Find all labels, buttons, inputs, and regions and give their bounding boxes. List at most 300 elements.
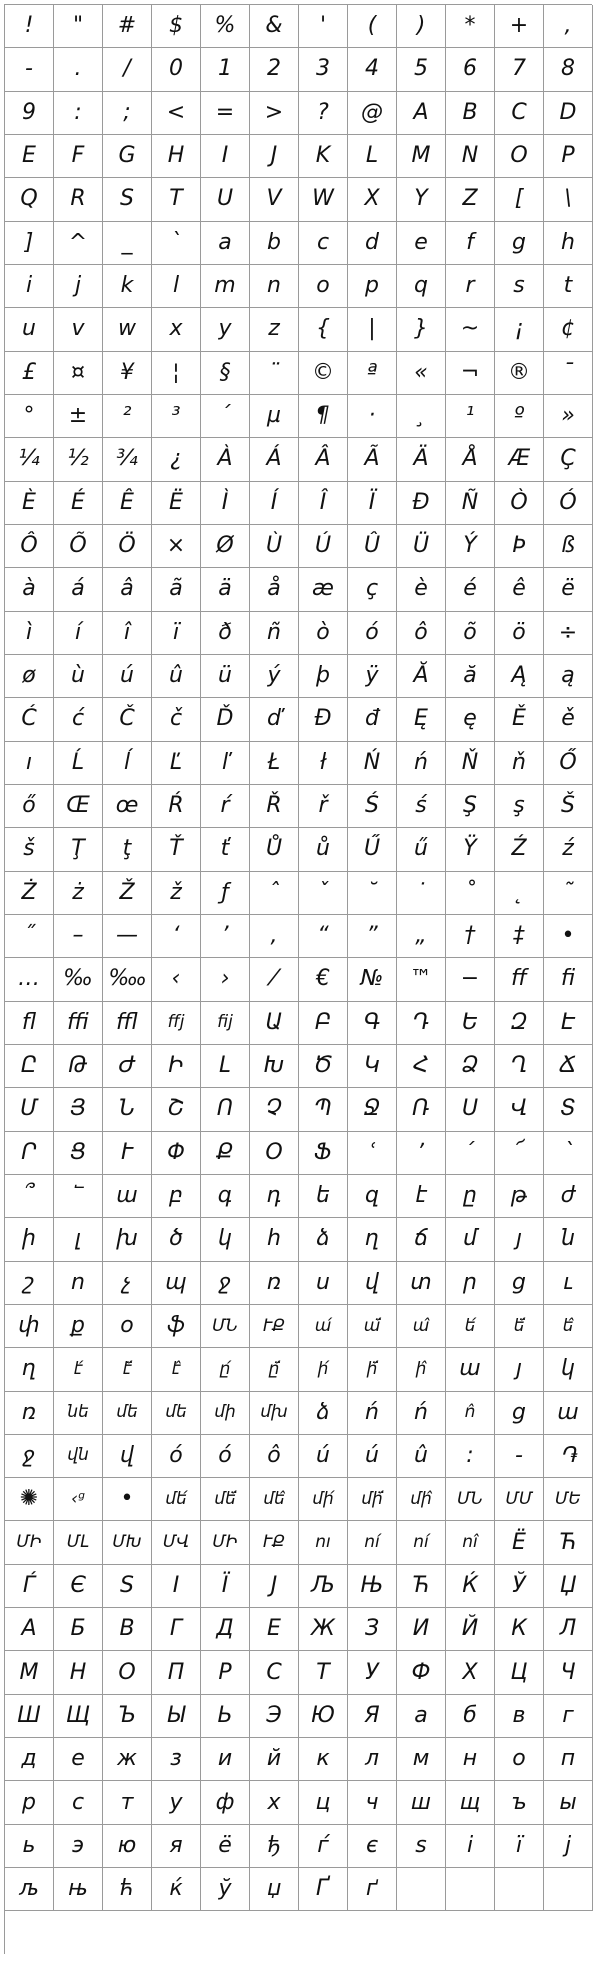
glyph-cell <box>446 1868 495 1911</box>
glyph-cell: ţ <box>103 828 152 871</box>
glyph-cell: ` <box>152 222 201 265</box>
glyph-cell: ՛ <box>446 1132 495 1175</box>
glyph-cell: à <box>5 568 54 611</box>
glyph-cell: տ <box>397 1262 446 1305</box>
glyph-cell: г <box>544 1695 593 1738</box>
glyph-cell: Æ <box>495 438 544 481</box>
glyph-cell: ) <box>397 5 446 48</box>
glyph-cell: Å <box>446 438 495 481</box>
glyph-cell: в <box>495 1695 544 1738</box>
glyph-cell: ի́ <box>299 1348 348 1391</box>
glyph-cell: ղ <box>348 1218 397 1261</box>
glyph-cell: Ќ <box>446 1565 495 1608</box>
glyph-cell: Ť <box>152 828 201 871</box>
glyph-cell: ч <box>348 1781 397 1824</box>
glyph-cell: Д <box>201 1608 250 1651</box>
glyph-cell: Ę <box>397 698 446 741</box>
glyph-cell: B <box>446 92 495 135</box>
glyph-cell: Á <box>250 438 299 481</box>
glyph-cell: r <box>446 265 495 308</box>
glyph-cell: Л <box>544 1608 593 1651</box>
glyph-cell: Ý <box>446 525 495 568</box>
glyph-cell: ՄԵ <box>544 1478 593 1521</box>
glyph-cell: ¿ <box>152 438 201 481</box>
glyph-cell: ‘ <box>152 915 201 958</box>
glyph-cell: ՄՎ <box>152 1521 201 1564</box>
glyph-cell: ní <box>397 1521 446 1564</box>
glyph-cell: 0 <box>152 48 201 91</box>
glyph-cell: á <box>54 568 103 611</box>
glyph-cell: ³ <box>152 395 201 438</box>
glyph-cell: Ў <box>495 1565 544 1608</box>
glyph-cell: 4 <box>348 48 397 91</box>
glyph-cell: Ի <box>152 1045 201 1088</box>
glyph-cell: Ծ <box>299 1045 348 1088</box>
glyph-cell: ՚ <box>397 1132 446 1175</box>
glyph-cell: ° <box>5 395 54 438</box>
glyph-cell: Ւ <box>103 1132 152 1175</box>
glyph-cell: S <box>103 178 152 221</box>
glyph-cell: ' <box>299 5 348 48</box>
glyph-cell: Տ <box>544 1088 593 1131</box>
glyph-cell: Ջ <box>348 1088 397 1131</box>
glyph-cell: ւ <box>544 1262 593 1305</box>
glyph-grid <box>4 4 592 1954</box>
glyph-cell: Љ <box>299 1565 348 1608</box>
glyph-cell: ˙ <box>397 872 446 915</box>
glyph-cell: ց <box>495 1392 544 1435</box>
glyph-cell: Ä <box>397 438 446 481</box>
glyph-cell: ﬃ <box>54 1002 103 1045</box>
glyph-cell <box>397 1868 446 1911</box>
glyph-cell: з <box>152 1738 201 1781</box>
glyph-cell: ‱ <box>103 958 152 1001</box>
glyph-cell: « <box>397 352 446 395</box>
glyph-cell: Ô <box>5 525 54 568</box>
glyph-cell: Ј <box>250 1565 299 1608</box>
glyph-cell: Â <box>299 438 348 481</box>
glyph-cell: ՄՆ <box>446 1478 495 1521</box>
glyph-cell: Ք <box>201 1132 250 1175</box>
glyph-cell: t <box>544 265 593 308</box>
glyph-cell: ˜ <box>544 872 593 915</box>
glyph-cell: մի́ <box>299 1478 348 1521</box>
glyph-cell: - <box>495 1435 544 1478</box>
glyph-cell: ƒ <box>201 872 250 915</box>
glyph-cell: Ñ <box>446 482 495 525</box>
glyph-cell: զ <box>348 1175 397 1218</box>
glyph-cell: Õ <box>54 525 103 568</box>
glyph-cell: Է <box>544 1002 593 1045</box>
glyph-cell: Պ <box>299 1088 348 1131</box>
glyph-cell: a <box>201 222 250 265</box>
glyph-cell: » <box>544 395 593 438</box>
glyph-cell: ե̂ <box>544 1305 593 1348</box>
glyph-cell: î <box>103 612 152 655</box>
glyph-cell: Y <box>397 178 446 221</box>
glyph-cell: о <box>495 1738 544 1781</box>
glyph-cell: Կ <box>348 1045 397 1088</box>
glyph-cell: ý <box>250 655 299 698</box>
glyph-cell: ô <box>397 612 446 655</box>
glyph-cell: Ą <box>495 655 544 698</box>
glyph-cell: լ <box>54 1218 103 1261</box>
glyph-cell: † <box>446 915 495 958</box>
glyph-cell: ђ <box>250 1825 299 1868</box>
glyph-cell: € <box>299 958 348 1001</box>
glyph-cell: Ó <box>544 482 593 525</box>
glyph-cell: մե̂ <box>250 1478 299 1521</box>
glyph-cell: Щ <box>54 1695 103 1738</box>
glyph-cell: Š <box>544 785 593 828</box>
glyph-cell: ж <box>103 1738 152 1781</box>
glyph-cell: Ă <box>397 655 446 698</box>
glyph-cell: ճ <box>397 1218 446 1261</box>
glyph-cell: Í <box>250 482 299 525</box>
glyph-cell: ՞ <box>5 1175 54 1218</box>
glyph-cell: I <box>201 135 250 178</box>
glyph-cell: G <box>103 135 152 178</box>
glyph-cell: ¯ <box>544 352 593 395</box>
glyph-cell: Ż <box>5 872 54 915</box>
glyph-cell: Ї <box>201 1565 250 1608</box>
glyph-cell: i <box>5 265 54 308</box>
glyph-cell: ı <box>5 742 54 785</box>
glyph-cell: к <box>299 1738 348 1781</box>
glyph-cell: Ց <box>54 1132 103 1175</box>
glyph-cell: ը́ <box>201 1348 250 1391</box>
glyph-cell: բ <box>152 1175 201 1218</box>
glyph-cell: C <box>495 92 544 135</box>
glyph-cell: Ű <box>348 828 397 871</box>
glyph-cell: є <box>348 1825 397 1868</box>
glyph-cell: Ã <box>348 438 397 481</box>
glyph-cell: ﬁj <box>201 1002 250 1045</box>
glyph-cell: մի <box>201 1392 250 1435</box>
glyph-cell: À <box>201 438 250 481</box>
glyph-cell: մի̂ <box>397 1478 446 1521</box>
glyph-cell: ê <box>495 568 544 611</box>
glyph-cell: “ <box>299 915 348 958</box>
glyph-cell: ś <box>397 785 446 828</box>
glyph-cell: մի̈́ <box>348 1478 397 1521</box>
glyph-cell: թ <box>495 1175 544 1218</box>
glyph-cell: Դ <box>397 1002 446 1045</box>
glyph-cell: ú <box>103 655 152 698</box>
glyph-cell: Լ <box>201 1045 250 1088</box>
glyph-cell: Т <box>299 1651 348 1694</box>
glyph-cell: Ø <box>201 525 250 568</box>
glyph-cell: Ü <box>397 525 446 568</box>
glyph-cell: ձ <box>299 1218 348 1261</box>
glyph-cell: L <box>348 135 397 178</box>
glyph-cell: վ <box>103 1435 152 1478</box>
glyph-cell: ó <box>201 1435 250 1478</box>
glyph-cell: ա̂ <box>397 1305 446 1348</box>
glyph-cell: Г <box>152 1608 201 1651</box>
glyph-cell: Е <box>250 1608 299 1651</box>
glyph-cell: ní <box>348 1521 397 1564</box>
glyph-cell: Ն <box>103 1088 152 1131</box>
glyph-cell: ½ <box>54 438 103 481</box>
glyph-cell: × <box>152 525 201 568</box>
glyph-cell: ա̈́ <box>348 1305 397 1348</box>
glyph-cell: ե̈́ <box>495 1305 544 1348</box>
glyph-cell: M <box>397 135 446 178</box>
glyph-cell: ń <box>348 1392 397 1435</box>
glyph-cell: վն <box>54 1435 103 1478</box>
glyph-cell: մե <box>103 1392 152 1435</box>
glyph-cell: [ <box>495 178 544 221</box>
glyph-cell: ՄՆ <box>201 1305 250 1348</box>
glyph-cell: հ <box>250 1218 299 1261</box>
glyph-cell: e <box>397 222 446 265</box>
glyph-cell: Ć <box>5 698 54 741</box>
glyph-cell: Ћ <box>397 1565 446 1608</box>
glyph-cell: ՄԼ <box>54 1521 103 1564</box>
glyph-cell: ä <box>201 568 250 611</box>
glyph-cell: V <box>250 178 299 221</box>
glyph-cell: Я <box>348 1695 397 1738</box>
glyph-cell: U <box>201 178 250 221</box>
glyph-cell: s <box>495 265 544 308</box>
glyph-cell: њ <box>54 1868 103 1911</box>
glyph-cell: а <box>397 1695 446 1738</box>
glyph-cell: ń <box>397 742 446 785</box>
glyph-cell: T <box>152 178 201 221</box>
glyph-cell: N <box>446 135 495 178</box>
glyph-cell: 6 <box>446 48 495 91</box>
glyph-cell: n <box>250 265 299 308</box>
glyph-cell: 3 <box>299 48 348 91</box>
glyph-cell: ã <box>152 568 201 611</box>
glyph-cell: Ы <box>152 1695 201 1738</box>
glyph-cell: > <box>250 92 299 135</box>
glyph-cell: Ъ <box>103 1695 152 1738</box>
glyph-cell: р <box>5 1781 54 1824</box>
glyph-cell: ! <box>5 5 54 48</box>
glyph-cell: X <box>348 178 397 221</box>
glyph-cell: ї <box>495 1825 544 1868</box>
glyph-cell: u <box>5 308 54 351</box>
glyph-cell: і <box>446 1825 495 1868</box>
glyph-cell: ժ <box>544 1175 593 1218</box>
glyph-cell: º <box>495 395 544 438</box>
glyph-cell: ´ <box>201 395 250 438</box>
glyph-cell: R <box>54 178 103 221</box>
glyph-cell: գ <box>201 1175 250 1218</box>
glyph-cell: õ <box>446 612 495 655</box>
glyph-cell: Բ <box>299 1002 348 1045</box>
glyph-cell: Ս <box>446 1088 495 1131</box>
glyph-cell: ü <box>201 655 250 698</box>
glyph-cell: Մ <box>5 1088 54 1131</box>
glyph-cell: Ŕ <box>152 785 201 828</box>
glyph-cell: ń <box>397 1392 446 1435</box>
glyph-cell: § <box>201 352 250 395</box>
glyph-cell: О <box>103 1651 152 1694</box>
glyph-cell: ” <box>348 915 397 958</box>
glyph-cell: Û <box>348 525 397 568</box>
glyph-cell: Ń <box>348 742 397 785</box>
glyph-cell: Ը <box>5 1045 54 1088</box>
glyph-cell: ռ <box>250 1262 299 1305</box>
glyph-cell <box>544 1868 593 1911</box>
glyph-cell: ó <box>348 612 397 655</box>
glyph-cell: ; <box>103 92 152 135</box>
glyph-cell: Є <box>54 1565 103 1608</box>
glyph-cell: Ň <box>446 742 495 785</box>
glyph-cell: O <box>495 135 544 178</box>
glyph-cell: љ <box>5 1868 54 1911</box>
glyph-cell: յ <box>495 1348 544 1391</box>
glyph-cell: Յ <box>54 1088 103 1131</box>
glyph-cell: ա <box>103 1175 152 1218</box>
glyph-cell: չ <box>103 1262 152 1305</box>
glyph-cell: է̈́ <box>103 1348 152 1391</box>
glyph-cell: g <box>495 222 544 265</box>
glyph-cell: П <box>152 1651 201 1694</box>
glyph-cell: l <box>152 265 201 308</box>
glyph-cell: ř <box>299 785 348 828</box>
glyph-cell: nî <box>446 1521 495 1564</box>
glyph-cell: Փ <box>152 1132 201 1175</box>
glyph-cell: Ë <box>152 482 201 525</box>
glyph-cell: Վ <box>495 1088 544 1131</box>
glyph-cell: ™ <box>397 958 446 1001</box>
glyph-cell: * <box>446 5 495 48</box>
glyph-cell: F <box>54 135 103 178</box>
glyph-cell: − <box>446 958 495 1001</box>
glyph-cell: m <box>201 265 250 308</box>
glyph-cell: č <box>152 698 201 741</box>
glyph-cell: š <box>5 828 54 871</box>
glyph-cell: - <box>5 48 54 91</box>
glyph-cell: q <box>397 265 446 308</box>
glyph-cell: œ <box>103 785 152 828</box>
glyph-cell: 2 <box>250 48 299 91</box>
glyph-cell: ˘ <box>348 872 397 915</box>
glyph-cell: ę <box>446 698 495 741</box>
glyph-cell: В <box>103 1608 152 1651</box>
glyph-cell: ե́ <box>446 1305 495 1348</box>
glyph-cell: ¬ <box>446 352 495 395</box>
glyph-cell: Ո <box>201 1088 250 1131</box>
glyph-cell: խ <box>103 1218 152 1261</box>
glyph-cell: ó <box>152 1435 201 1478</box>
glyph-cell: ﬁ <box>544 958 593 1001</box>
glyph-cell: Ľ <box>152 742 201 785</box>
glyph-cell: z <box>250 308 299 351</box>
glyph-cell: … <box>5 958 54 1001</box>
glyph-cell: Ţ <box>54 828 103 871</box>
glyph-cell: Ж <box>299 1608 348 1651</box>
glyph-cell: ł <box>299 742 348 785</box>
glyph-cell: Ձ <box>446 1045 495 1088</box>
glyph-cell: { <box>299 308 348 351</box>
glyph-cell: A <box>397 92 446 135</box>
glyph-cell: ă <box>446 655 495 698</box>
glyph-cell: ø <box>5 655 54 698</box>
glyph-cell: ú <box>348 1435 397 1478</box>
glyph-cell: նե <box>54 1392 103 1435</box>
glyph-cell: У <box>348 1651 397 1694</box>
glyph-cell: Ѕ <box>103 1565 152 1608</box>
glyph-cell: 1 <box>201 48 250 91</box>
glyph-cell: ő <box>5 785 54 828</box>
glyph-cell: ˛ <box>495 872 544 915</box>
glyph-cell: x <box>152 308 201 351</box>
glyph-cell: ի̂ <box>397 1348 446 1391</box>
glyph-cell: ղ <box>5 1348 54 1391</box>
glyph-cell: ў <box>201 1868 250 1911</box>
glyph-cell: ] <box>5 222 54 265</box>
glyph-cell: & <box>250 5 299 48</box>
glyph-cell: ֏ <box>544 1435 593 1478</box>
glyph-cell: ç <box>348 568 397 611</box>
glyph-cell: é <box>446 568 495 611</box>
glyph-cell: ю <box>103 1825 152 1868</box>
glyph-cell: ð <box>201 612 250 655</box>
glyph-cell: ք <box>54 1305 103 1348</box>
glyph-cell: đ <box>348 698 397 741</box>
glyph-cell: ˚ <box>446 872 495 915</box>
glyph-cell: è <box>397 568 446 611</box>
glyph-cell: ^ <box>54 222 103 265</box>
glyph-cell: ( <box>348 5 397 48</box>
glyph-cell: v <box>54 308 103 351</box>
glyph-cell: е <box>54 1738 103 1781</box>
glyph-cell: п <box>544 1738 593 1781</box>
glyph-cell: ѕ <box>397 1825 446 1868</box>
glyph-cell: Ů <box>250 828 299 871</box>
glyph-cell: Ա <box>250 1002 299 1045</box>
glyph-cell: ć <box>54 698 103 741</box>
glyph-cell: Б <box>54 1608 103 1651</box>
glyph-cell: ĺ <box>103 742 152 785</box>
glyph-cell: É <box>54 482 103 525</box>
glyph-cell: Ò <box>495 482 544 525</box>
glyph-cell: f <box>446 222 495 265</box>
glyph-cell: ՒՔ <box>250 1521 299 1564</box>
glyph-cell: ş <box>495 785 544 828</box>
glyph-cell: ⁄ <box>250 958 299 1001</box>
glyph-cell: ծ <box>152 1218 201 1261</box>
glyph-cell: մե̈́ <box>201 1478 250 1521</box>
glyph-cell: ö <box>495 612 544 655</box>
glyph-cell: յ <box>495 1218 544 1261</box>
glyph-cell: օ <box>103 1305 152 1348</box>
glyph-cell: þ <box>299 655 348 698</box>
glyph-cell: ✺ <box>5 1478 54 1521</box>
glyph-cell: â <box>103 568 152 611</box>
glyph-cell: ս <box>299 1262 348 1305</box>
glyph-cell: շ <box>5 1262 54 1305</box>
glyph-cell: å <box>250 568 299 611</box>
glyph-cell: Ê <box>103 482 152 525</box>
glyph-cell: ա <box>544 1392 593 1435</box>
glyph-cell: ź <box>544 828 593 871</box>
glyph-cell: Ł <box>250 742 299 785</box>
glyph-cell: ˆ <box>250 872 299 915</box>
glyph-cell: ﬀ <box>495 958 544 1001</box>
glyph-cell: ќ <box>152 1868 201 1911</box>
glyph-cell: ր <box>446 1262 495 1305</box>
glyph-cell: ¹ <box>446 395 495 438</box>
glyph-cell: ľ <box>201 742 250 785</box>
glyph-cell: н <box>446 1738 495 1781</box>
glyph-cell: • <box>103 1478 152 1521</box>
